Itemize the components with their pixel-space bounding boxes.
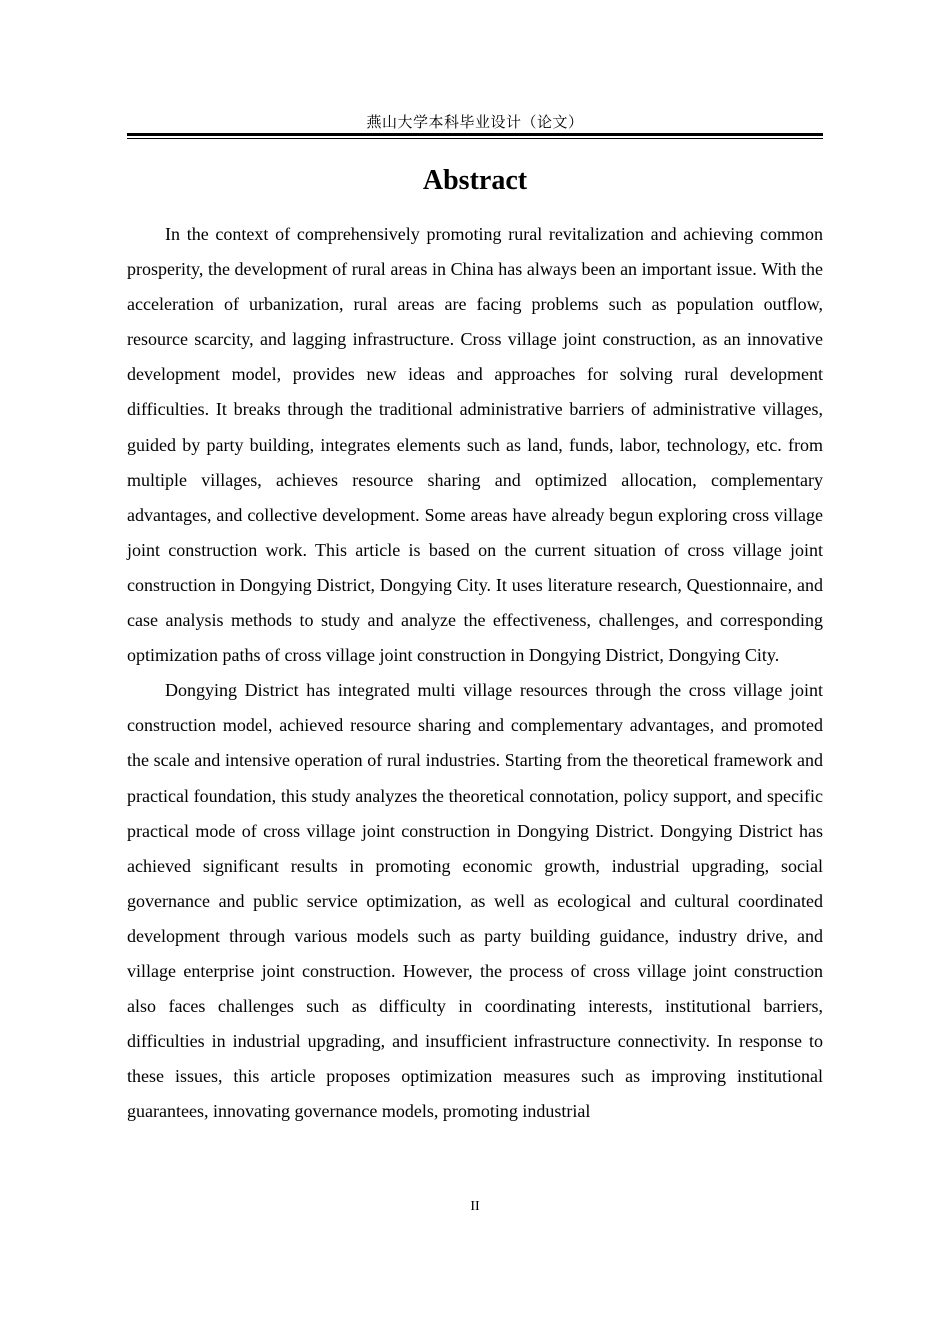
header-rule-thick <box>127 133 823 136</box>
page-title: Abstract <box>422 165 528 196</box>
page-number: II <box>470 1199 480 1214</box>
running-header: 燕山大学本科毕业设计（论文） <box>366 115 584 131</box>
paragraph: Dongying District has integrated multi village resources through the cross village joint construction model, achieved resource sharing and complementary advantages, and promoted the scale and intensive operation of rural industries. Starting from the theoretical framework and practical foundation, this study analyzes the theoretical connotation, policy support, and specific practical mode of cross village joint construction in Dongying District. Dongying District has achieved significant results in promoting economic growth, industrial upgrading, social governance and public service optimization, as well as ecological and cultural coordinated development through various models such as party building guidance, industry drive, and village enterprise joint construction. However, the process of cross village joint construction also faces challenges such as difficulty in coordinating interests, institutional barriers, difficulties in industrial upgrading, and insufficient infrastructure connectivity. In response to these issues, this article proposes optimization measures such as improving institutional guarantees, innovating governance models, promoting industrial <box>127 680 823 1122</box>
header-rule-thin <box>127 138 823 139</box>
paragraph: In the context of comprehensively promoting rural revitalization and achieving common prosperity, the development of rural areas in China has always been an important issue. With the acceleration of urbanization, rural areas are facing problems such as population outflow, resource scarcity, and lagging infrastructure. Cross village joint construction, as an innovative development model, provides new ideas and approaches for solving rural development difficulties. It breaks through the traditional administrative barriers of administrative villages, guided by party building, integrates elements such as land, funds, labor, technology, etc. from multiple villages, achieves resource sharing and optimized allocation, complementary advantages, and collective development. Some areas have already begun exploring cross village joint construction work. This article is based on the current situation of cross village joint construction in Dongying District, Dongying City. It uses literature research, Questionnaire, and case analysis methods to study and analyze the effectiveness, challenges, and corresponding optimization paths of cross village joint construction in Dongying District, Dongying City. <box>127 224 823 666</box>
abstract-body <box>127 217 823 1129</box>
